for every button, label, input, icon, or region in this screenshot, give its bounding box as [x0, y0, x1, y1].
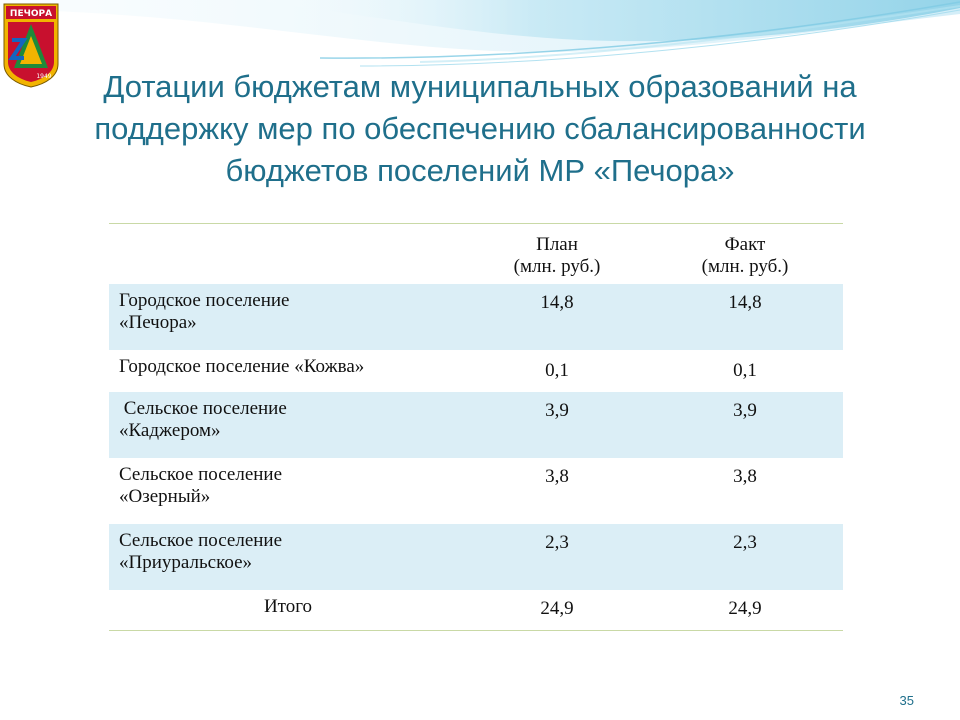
table-row	[109, 350, 843, 392]
total-fact: 24,9	[728, 598, 762, 619]
row-plan: 3,9	[467, 392, 647, 458]
row-name	[109, 392, 467, 458]
row-name-line1: Сельское поселение	[119, 530, 283, 551]
emblem-banner-text: ПЕЧОРА	[9, 9, 53, 19]
row-fact: 14,8	[647, 284, 843, 350]
title-line-2: поддержку мер по обеспечению сбалансированности	[94, 111, 866, 146]
row-name-line2: «Печора»	[119, 312, 197, 333]
row-name-line2: «Озерный»	[119, 486, 211, 507]
row-name-line1: Сельское поселение	[119, 464, 283, 485]
page-number: 35	[899, 693, 914, 708]
header-fact-label: Факт	[724, 234, 766, 255]
row-fact: 3,9	[647, 392, 843, 458]
row-name-line1: Сельское поселение	[119, 398, 287, 419]
subsidies-table	[109, 223, 843, 631]
row-name-line2: «Каджером»	[119, 420, 221, 441]
row-name-line2: «Приуральское»	[119, 552, 252, 573]
emblem-year-text: 1949	[36, 73, 52, 80]
total-name: Итого	[263, 596, 313, 617]
row-fact: 3,8	[733, 466, 757, 487]
table-header-row	[109, 224, 843, 285]
row-name	[109, 284, 467, 350]
header-fact	[647, 224, 843, 285]
title-line-1: Дотации бюджетам муниципальных образований на	[103, 69, 857, 104]
header-fact-unit: (млн. руб.)	[701, 256, 789, 277]
row-name-line1: Городское поселение «Кожва»	[119, 356, 365, 377]
row-name-line1: Городское поселение	[119, 290, 290, 311]
total-plan: 24,9	[540, 598, 574, 619]
title-line-3: бюджетов поселений МР «Печора»	[225, 153, 735, 188]
table-row	[109, 458, 843, 524]
header-plan	[467, 224, 647, 285]
table-row	[109, 524, 843, 590]
row-name	[109, 458, 467, 524]
table-total-row	[109, 590, 843, 630]
header-name	[109, 224, 467, 285]
row-plan: 2,3	[467, 524, 647, 590]
row-plan: 14,8	[467, 284, 647, 350]
row-name	[109, 524, 467, 590]
row-plan: 3,8	[545, 466, 569, 487]
row-fact: 2,3	[647, 524, 843, 590]
header-plan-unit: (млн. руб.)	[513, 256, 601, 277]
header-plan-label: План	[536, 234, 578, 255]
table-row	[109, 392, 843, 458]
row-name	[109, 350, 467, 392]
row-plan: 0,1	[545, 360, 569, 381]
page-title	[40, 66, 920, 192]
table-row	[109, 284, 843, 350]
row-fact: 0,1	[733, 360, 757, 381]
